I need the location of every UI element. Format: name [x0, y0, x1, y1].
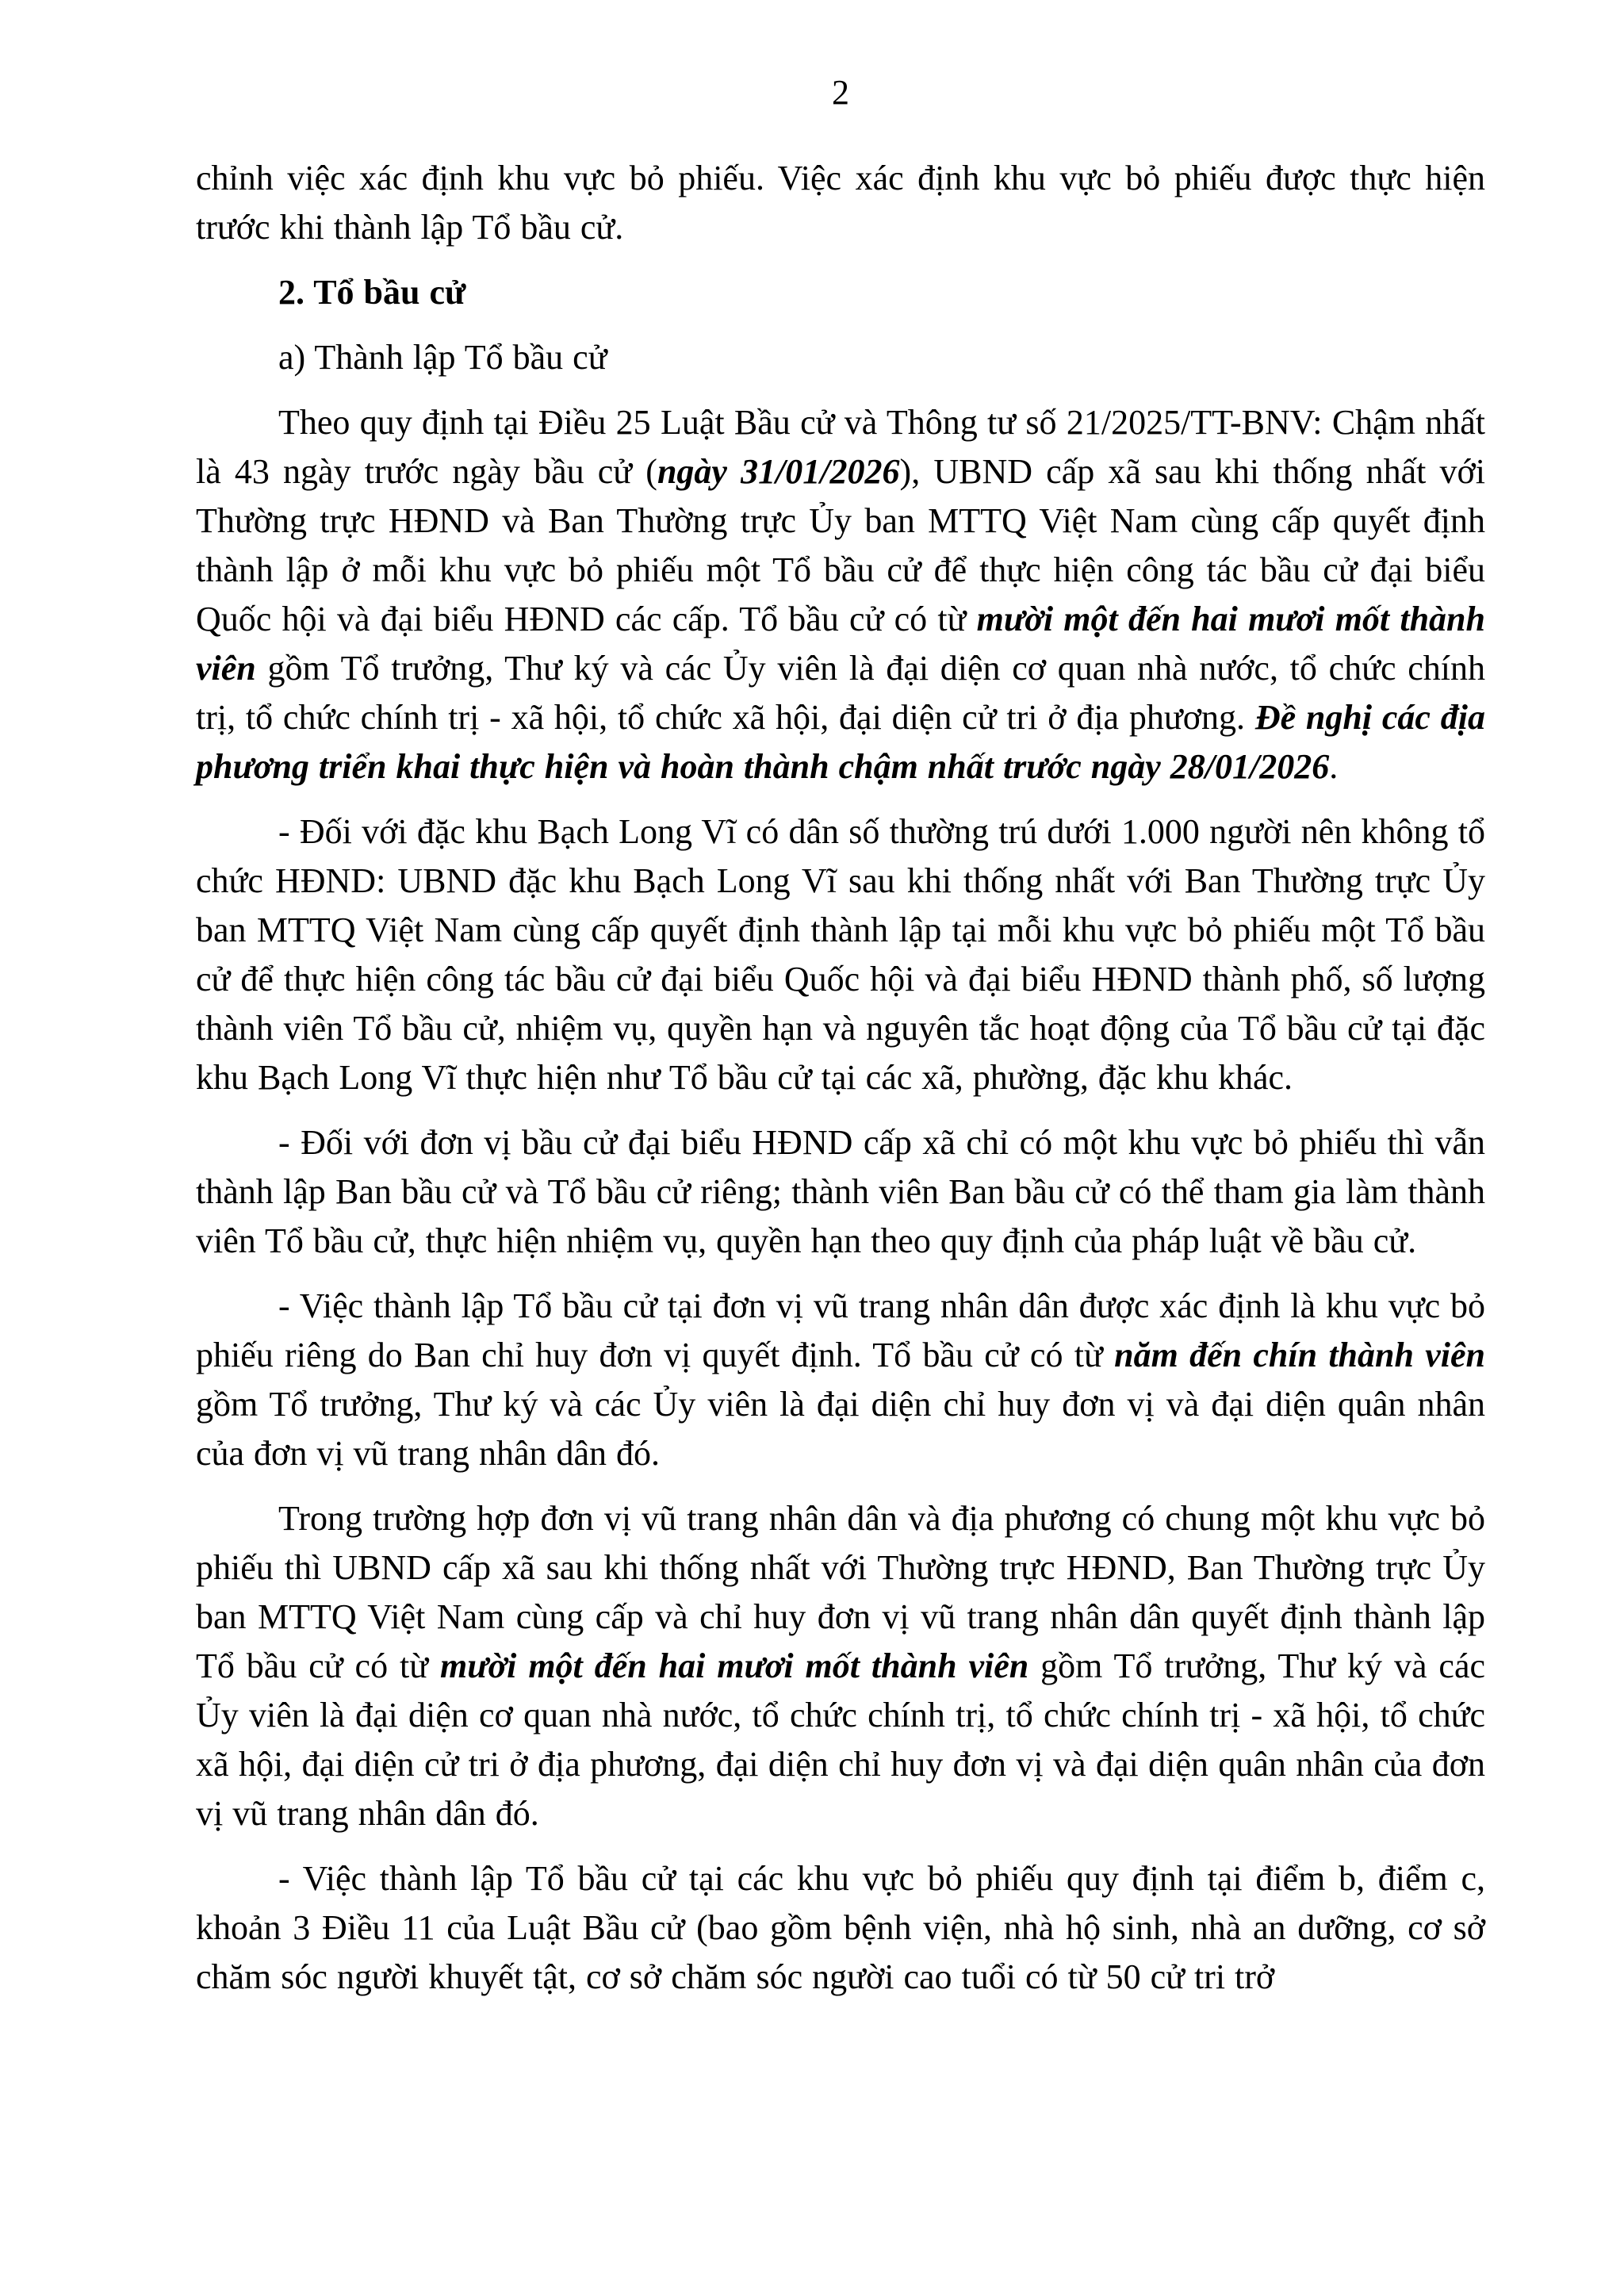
- text-run: mười một đến hai mươi mốt thành viên: [439, 1646, 1029, 1685]
- text-run: gồm Tổ trưởng, Thư ký và các Ủy viên là đại diện cơ quan nhà nước, tổ chức chính trị, tổ chức chính trị - xã hội, tổ chức xã hội, đại diện cử tri ở địa phương, đại diện chỉ huy đơn vị và đại diện quân nhân của đơn vị vũ trang nhân dân đó.: [196, 1646, 1485, 1833]
- section-heading-to-bau-cu: [196, 268, 1485, 317]
- subsection-a-thanh-lap: [196, 333, 1485, 382]
- paragraph-vu-trang: [196, 1282, 1485, 1478]
- text-run: - Đối với đặc khu Bạch Long Vĩ có dân số thường trú dưới 1.000 người nên không tổ chức HĐND: UBND đặc khu Bạch Long Vĩ sau khi thống nhất với Ban Thường trực Ủy ban MTTQ Việt Nam cùng cấp quyết định thành lập tại mỗi khu vực bỏ phiếu một Tổ bầu cử để thực hiện công tác bầu cử đại biểu Quốc hội và đại biểu HĐND thành phố, số lượng thành viên Tổ bầu cử, nhiệm vụ, quyền hạn và nguyên tắc hoạt động của Tổ bầu cử tại đặc khu Bạch Long Vĩ thực hiện như Tổ bầu cử tại các xã, phường, đặc khu khác.: [196, 812, 1485, 1097]
- text-run: ), UBND cấp xã sau khi thống nhất với Thường trực HĐND và Ban Thường trực Ủy ban MTTQ Việt Nam cùng cấp quyết định thành lập ở mỗi khu vực bỏ phiếu một Tổ bầu cử để thực hiện công tác bầu cử đại biểu Quốc hội và đại biểu HĐND các cấp. Tổ bầu cử có từ: [196, 452, 1485, 638]
- text-run: - Việc thành lập Tổ bầu cử tại đơn vị vũ trang nhân dân được xác định là khu vực bỏ phiếu riêng do Ban chỉ huy đơn vị quyết định. Tổ bầu cử có từ: [196, 1286, 1485, 1374]
- paragraph-trong-truong-hop: [196, 1494, 1485, 1838]
- paragraph-don-vi-bau-cu: [196, 1118, 1485, 1266]
- text-run: gồm Tổ trưởng, Thư ký và các Ủy viên là đại diện chỉ huy đơn vị và đại diện quân nhân của đơn vị vũ trang nhân dân đó.: [196, 1385, 1485, 1473]
- paragraph-theo-quy-dinh: [196, 398, 1485, 792]
- text-run: năm đến chín thành viên: [1114, 1336, 1486, 1374]
- text-run: ngày 31/01/2026: [657, 452, 900, 491]
- paragraph-bach-long-vi: [196, 807, 1485, 1102]
- text-run: - Việc thành lập Tổ bầu cử tại các khu vực bỏ phiếu quy định tại điểm b, điểm c, khoản 3 Điều 11 của Luật Bầu cử (bao gồm bệnh viện, nhà hộ sinh, nhà an dưỡng, cơ sở chăm sóc người khuyết tật, cơ sở chăm sóc người cao tuổi có từ 50 cử tri trở: [196, 1859, 1485, 1996]
- text-run: .: [1329, 747, 1339, 786]
- text-run: Theo quy định tại Điều 25 Luật Bầu cử và Thông tư số 21/2025/TT-BNV: Chậm nhất là 43 ngày trước ngày bầu cử (: [196, 403, 1485, 491]
- text-run: gồm Tổ trưởng, Thư ký và các Ủy viên là đại diện cơ quan nhà nước, tổ chức chính trị, tổ chức chính trị - xã hội, tổ chức xã hội, đại diện cử tri ở địa phương.: [196, 649, 1485, 737]
- page-number: 2: [832, 73, 849, 112]
- text-run: - Đối với đơn vị bầu cử đại biểu HĐND cấp xã chỉ có một khu vực bỏ phiếu thì vẫn thành lập Ban bầu cử và Tổ bầu cử riêng; thành viên Ban bầu cử có thể tham gia làm thành viên Tổ bầu cử, thực hiện nhiệm vụ, quyền hạn theo quy định của pháp luật về bầu cử.: [196, 1123, 1485, 1260]
- document-body: [196, 154, 1485, 2018]
- text-run: a) Thành lập Tổ bầu cử: [278, 338, 607, 377]
- paragraph-continuation: [196, 154, 1485, 252]
- text-run: chỉnh việc xác định khu vực bỏ phiếu. Việc xác định khu vực bỏ phiếu được thực hiện trước khi thành lập Tổ bầu cử.: [196, 159, 1485, 247]
- text-run: Trong trường hợp đơn vị vũ trang nhân dân và địa phương có chung một khu vực bỏ phiếu thì UBND cấp xã sau khi thống nhất với Thường trực HĐND, Ban Thường trực Ủy ban MTTQ Việt Nam cùng cấp và chỉ huy đơn vị vũ trang nhân dân quyết định thành lập Tổ bầu cử có từ: [196, 1499, 1485, 1685]
- text-run: Đề nghị các địa phương triển khai thực hiện và hoàn thành chậm nhất trước ngày 28/01/2026: [196, 698, 1485, 786]
- text-run: 2. Tổ bầu cử: [278, 273, 466, 312]
- text-run: mười một đến hai mươi mốt thành viên: [196, 600, 1485, 688]
- paragraph-khu-vuc-diem-b-c: [196, 1854, 1485, 2002]
